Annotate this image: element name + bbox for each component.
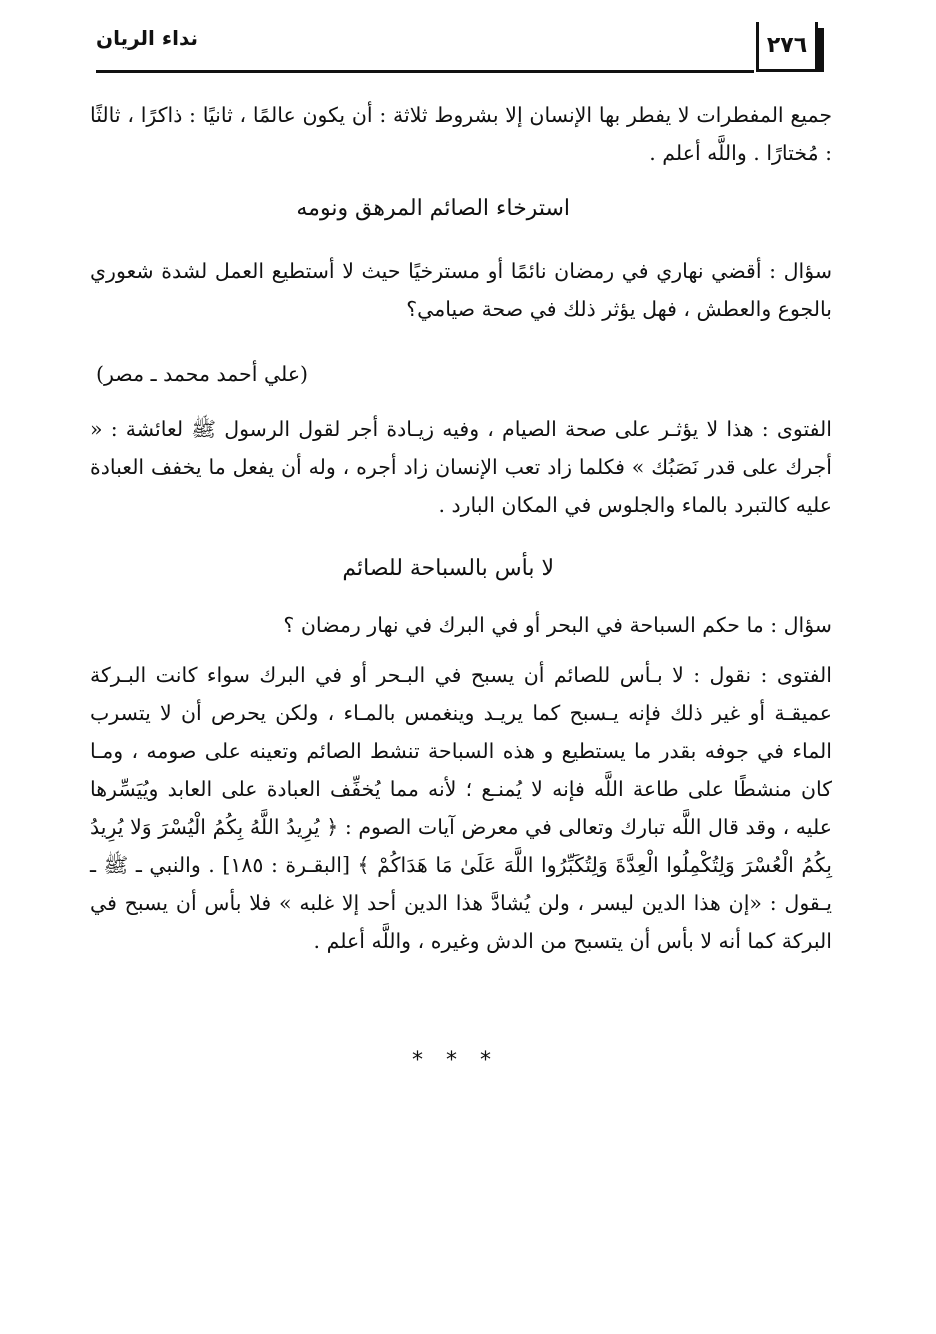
end-mark: * * * bbox=[412, 1048, 499, 1073]
page-number: ٢٧٦ bbox=[756, 22, 818, 72]
paragraph-opening: جميع المفطرات لا يفطر بها الإنسان إلا بشروط ثلاثة : أن يكون عالمًا ، ثانيًا : ذاكرًا ، ثالثًا : مُختارًا . واللَّه أعلم . bbox=[90, 103, 832, 165]
fatwa-paragraph: الفتوى : هذا لا يؤثـر على صحة الصيام ، وفيه زيـادة أجر لقول الرسول ﷺ لعائشة : « أجرك على قدر نَصَبُك » فكلما زاد تعب الإنسان زاد أجره ، وله أن يفعل ما يخفف العبادة عليه كالتبرد بالماء والجلوس في المكان البارد . bbox=[90, 417, 832, 517]
asker-attribution: (علي أحمد محمد ـ مصر) bbox=[96, 362, 309, 386]
fatwa-paragraph: الفتوى : نقول : لا بـأس للصائم أن يسبح في البـحر أو في البرك سواء كانت البـركة عميقـة أو غير ذلك فإنه يـسبح كما يريـد وينغمس بالمـاء ، ولكن يحرص أن لا يتسرب الماء في جوفه بقدر ما يستطيع و هذه السباحة تنشط الصائم وتعينه على صومه ، ومـا كان منشطًا على طاعة اللَّه فإنه لا يُمنـع ؛ لأنه مما يُخفِّف العبادة على العابد ويُيَسِّرها عليه ، وقد قال اللَّه تبارك وتعالى في معرض آيات الصوم : ﴿ يُرِيدُ اللَّهُ بِكُمُ الْيُسْرَ وَلا يُرِيدُ بِكُمُ الْعُسْرَ وَلِتُكْمِلُوا الْعِدَّةَ وَلِتُكَبِّرُوا اللَّهَ عَلَىٰ مَا هَدَاكُمْ ﴾ [البقـرة : ١٨٥] . والنبي ـ ﷺ ـ يـقول : «إن هذا الدين ليسر ، ولن يُشادَّ هذا الدين أحد إلا غلبه » فلا بأس أن يسبح في البركة كما أنه لا بأس أن يتسبح من الدش وغيره ، واللَّه أعلم . bbox=[90, 663, 832, 953]
section-heading: استرخاء الصائم المرهق ونومه bbox=[296, 196, 570, 221]
section-heading: لا بأس بالسباحة للصائم bbox=[342, 556, 554, 581]
question-paragraph: سؤال : أقضي نهاري في رمضان نائمًا أو مسترخيًا حيث لا أستطيع العمل لشدة شعوري بالجوع والعطش ، فهل يؤثر ذلك في صحة صيامي؟ bbox=[90, 259, 832, 321]
question-paragraph: سؤال : ما حكم السباحة في البحر أو في البرك في نهار رمضان ؟ bbox=[283, 613, 832, 637]
running-title: نداء الريان bbox=[96, 26, 199, 50]
header-rule bbox=[96, 70, 754, 73]
